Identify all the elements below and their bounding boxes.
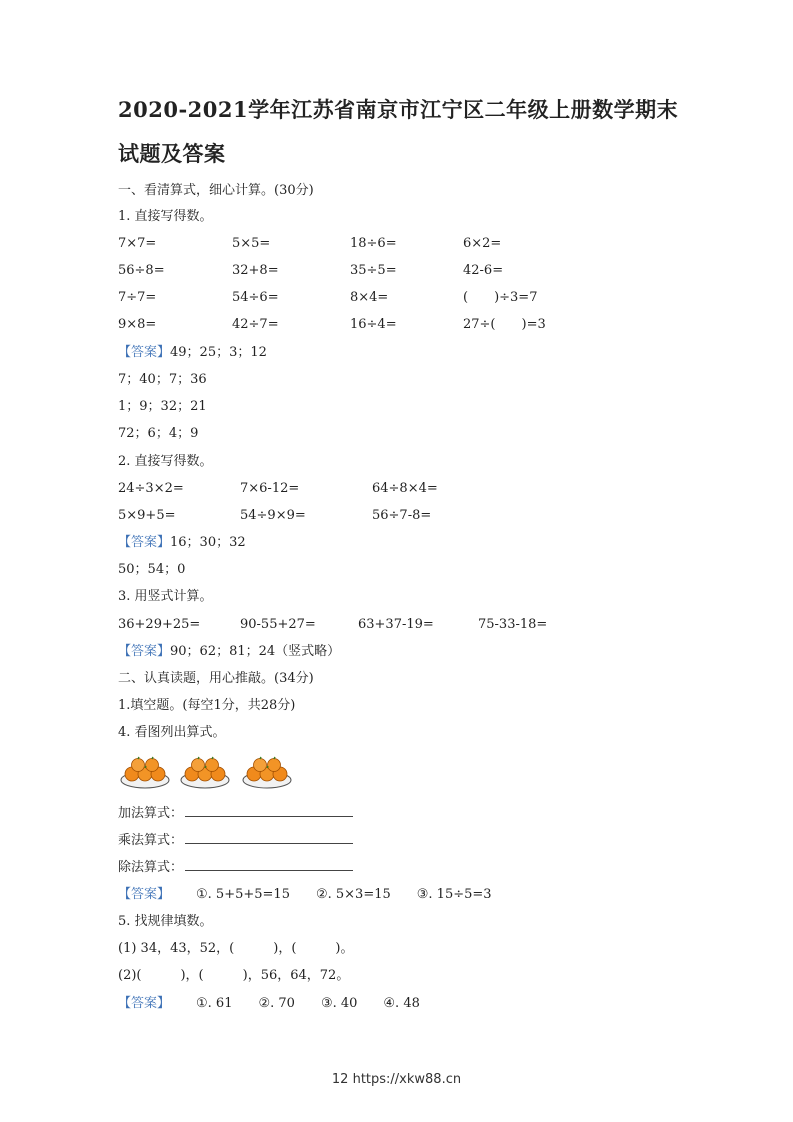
q1-label: 1. 直接写得数。 [118,209,213,224]
plate-of-oranges-icon [242,752,292,790]
q3-cell: 75-33-18= [478,617,548,632]
q3-label: 3. 用竖式计算。 [118,589,213,604]
q2-cell: 56÷7-8= [372,508,432,523]
q2-cell: 24÷3×2= [118,481,184,496]
q3-cell: 90-55+27= [240,617,316,632]
q1-cell: 7÷7= [118,290,157,305]
q1-answer [118,344,267,362]
plate-of-oranges-icon [120,752,170,790]
q5-answer [118,995,420,1013]
q1-cell: 9×8= [118,317,157,332]
page-footer: 12 https://xkw88.cn [331,1072,462,1087]
page-title: 2020-2021学年江苏省南京市江宁区二年级上册数学期末试题及答案 [118,97,679,166]
q5-item: (1) 34，43，52，( )，( )。 [118,941,354,956]
section2-sub: 1.填空题。(每空1分，共28分) [118,698,296,713]
answer-tag: 【答案】 [118,996,171,1011]
multiplication-label: 乘法算式： [118,833,184,848]
q1-answer-line: 7；40；7；36 [118,372,207,387]
q1-cell: 35÷5= [350,263,397,278]
answer-tag: 【答案】 [118,644,171,659]
q2-answer-line: 50；54；0 [118,562,186,577]
q1-cell: 42÷7= [232,317,279,332]
answer-tag: 【答案】 [118,345,171,360]
q1-cell: 16÷4= [350,317,397,332]
addition-blank [185,804,353,817]
q1-cell: 32+8= [232,263,279,278]
q5-label: 5. 找规律填数。 [118,914,213,929]
answer-tag: 【答案】 [118,887,171,902]
division-blank [185,858,353,871]
q2-cell: 64÷8×4= [372,481,438,496]
answer-text: 90；62；81；24（竖式略） [170,644,341,659]
q4-answer [118,886,492,904]
division-label: 除法算式： [118,860,184,875]
answer-text: ①. 61 ②. 70 ③. 40 ④. 48 [196,996,420,1011]
q2-cell: 7×6-12= [240,481,300,496]
plate-of-oranges-icon [180,752,230,790]
q1-cell: 5×5= [232,236,271,251]
q1-cell: 56÷8= [118,263,165,278]
q4-division-line [118,858,353,877]
answer-tag: 【答案】 [118,535,171,550]
addition-label: 加法算式： [118,806,184,821]
q1-cell: 54÷6= [232,290,279,305]
q1-cell: 6×2= [463,236,502,251]
q3-answer [118,643,340,661]
q3-cell: 36+29+25= [118,617,201,632]
multiplication-blank [185,831,353,844]
q1-cell: 18÷6= [350,236,397,251]
answer-text: 49；25；3；12 [170,345,267,360]
q1-cell: ( )÷3=7 [463,290,538,305]
q1-cell: 27÷( )=3 [463,317,546,332]
q5-item: (2)( )，( )，56，64，72。 [118,968,350,983]
q2-label: 2. 直接写得数。 [118,454,213,469]
q2-cell: 5×9+5= [118,508,176,523]
q1-cell: 8×4= [350,290,389,305]
answer-text: 16；30；32 [170,535,246,550]
q1-answer-line: 1；9；32；21 [118,399,207,414]
section2-heading: 二、认真读题，用心推敲。(34分) [118,671,314,686]
section1-heading: 一、看清算式，细心计算。(30分) [118,183,314,198]
q1-cell: 42-6= [463,263,504,278]
answer-text: ①. 5+5+5=15 ②. 5×3=15 ③. 15÷5=3 [196,887,492,902]
q4-multiplication-line [118,831,353,850]
q4-addition-line [118,804,353,823]
q1-answer-line: 72；6；4；9 [118,426,199,441]
q2-answer [118,534,246,552]
q1-cell: 7×7= [118,236,157,251]
q2-cell: 54÷9×9= [240,508,306,523]
q3-cell: 63+37-19= [358,617,434,632]
q4-label: 4. 看图列出算式。 [118,725,226,740]
